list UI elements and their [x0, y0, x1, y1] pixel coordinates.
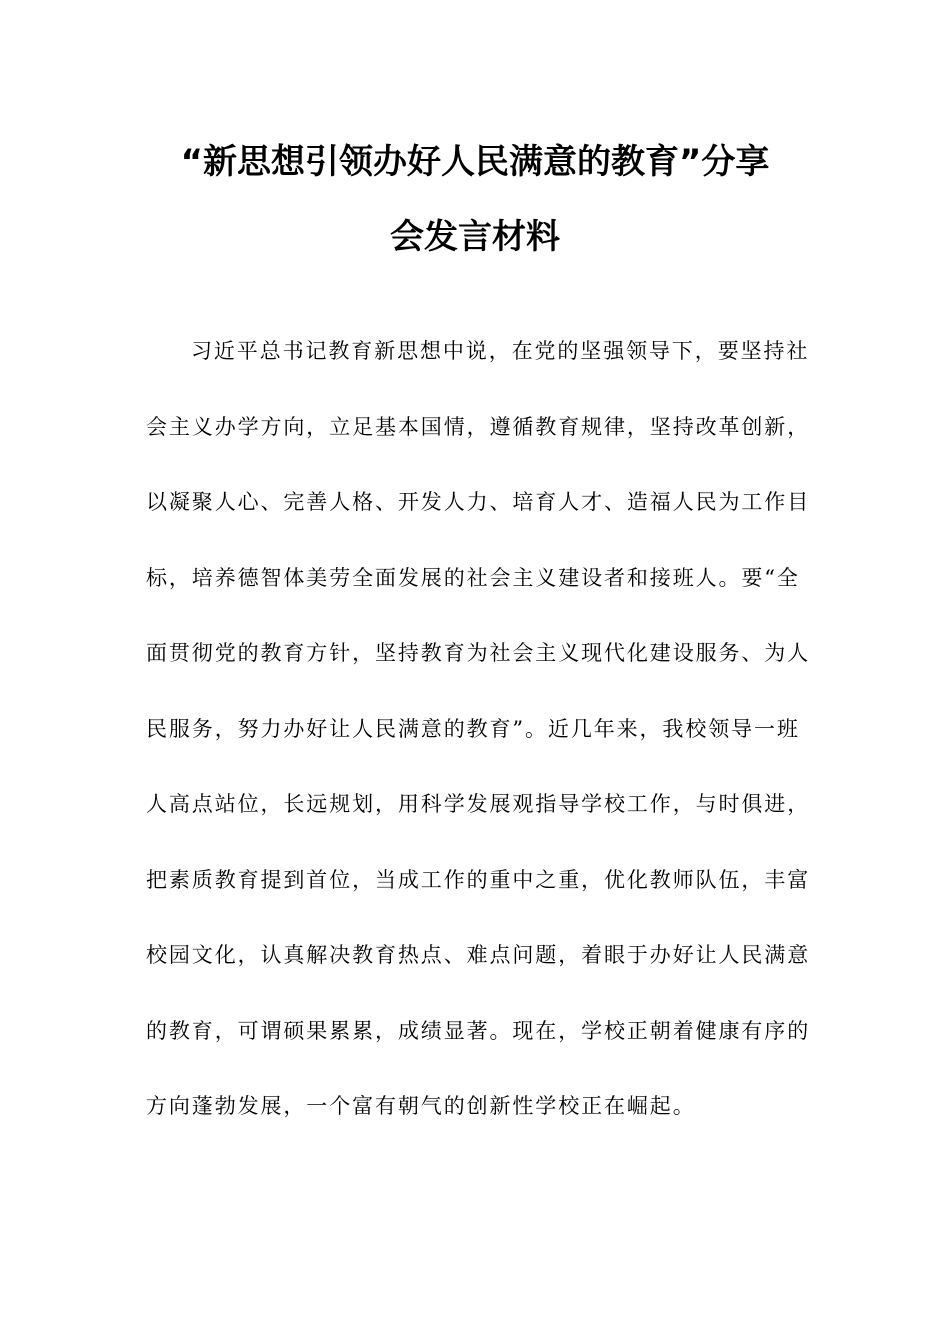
body-line-9: 校园文化，认真解决教育热点、难点问题，着眼于办好让人民满意: [146, 943, 811, 967]
body-line-11: 方向蓬勃发展，一个富有朝气的创新性学校正在崛起。: [146, 1094, 696, 1118]
title-line-2: 会发言材料: [390, 217, 560, 257]
title-line-1: “新思想引领办好人民满意的教育”分享: [180, 142, 770, 182]
body-line-8: 把素质教育提到首位，当成工作的重中之重，优化教师队伍，丰富: [146, 867, 811, 892]
body-line-10: 的教育，可谓硕果累累，成绩显著。现在，学校正朝着健康有序的: [146, 1018, 811, 1043]
body-line-1: 习近平总书记教育新思想中说，在党的坚强领导下，要坚持社: [191, 339, 810, 363]
document-title: [140, 125, 810, 275]
body-line-7: 人高点站位，长远规划，用科学发展观指导学校工作，与时俱进，: [146, 792, 811, 816]
body-line-4: 标，培养德智体美劳全面发展的社会主义建设者和接班人。要“全: [146, 565, 800, 590]
body-line-6: 民服务，努力办好让人民满意的教育”。近几年来，我校领导一班: [146, 716, 800, 741]
body-line-3: 以凝聚人心、完善人格、开发人力、培育人才、造福人民为工作目: [146, 490, 811, 514]
document-body: [146, 314, 811, 1145]
body-line-2: 会主义办学方向，立足基本国情，遵循教育规律，坚持改革创新，: [146, 414, 811, 439]
body-line-5: 面贯彻党的教育方针，坚持教育为社会主义现代化建设服务、为人: [146, 641, 811, 665]
